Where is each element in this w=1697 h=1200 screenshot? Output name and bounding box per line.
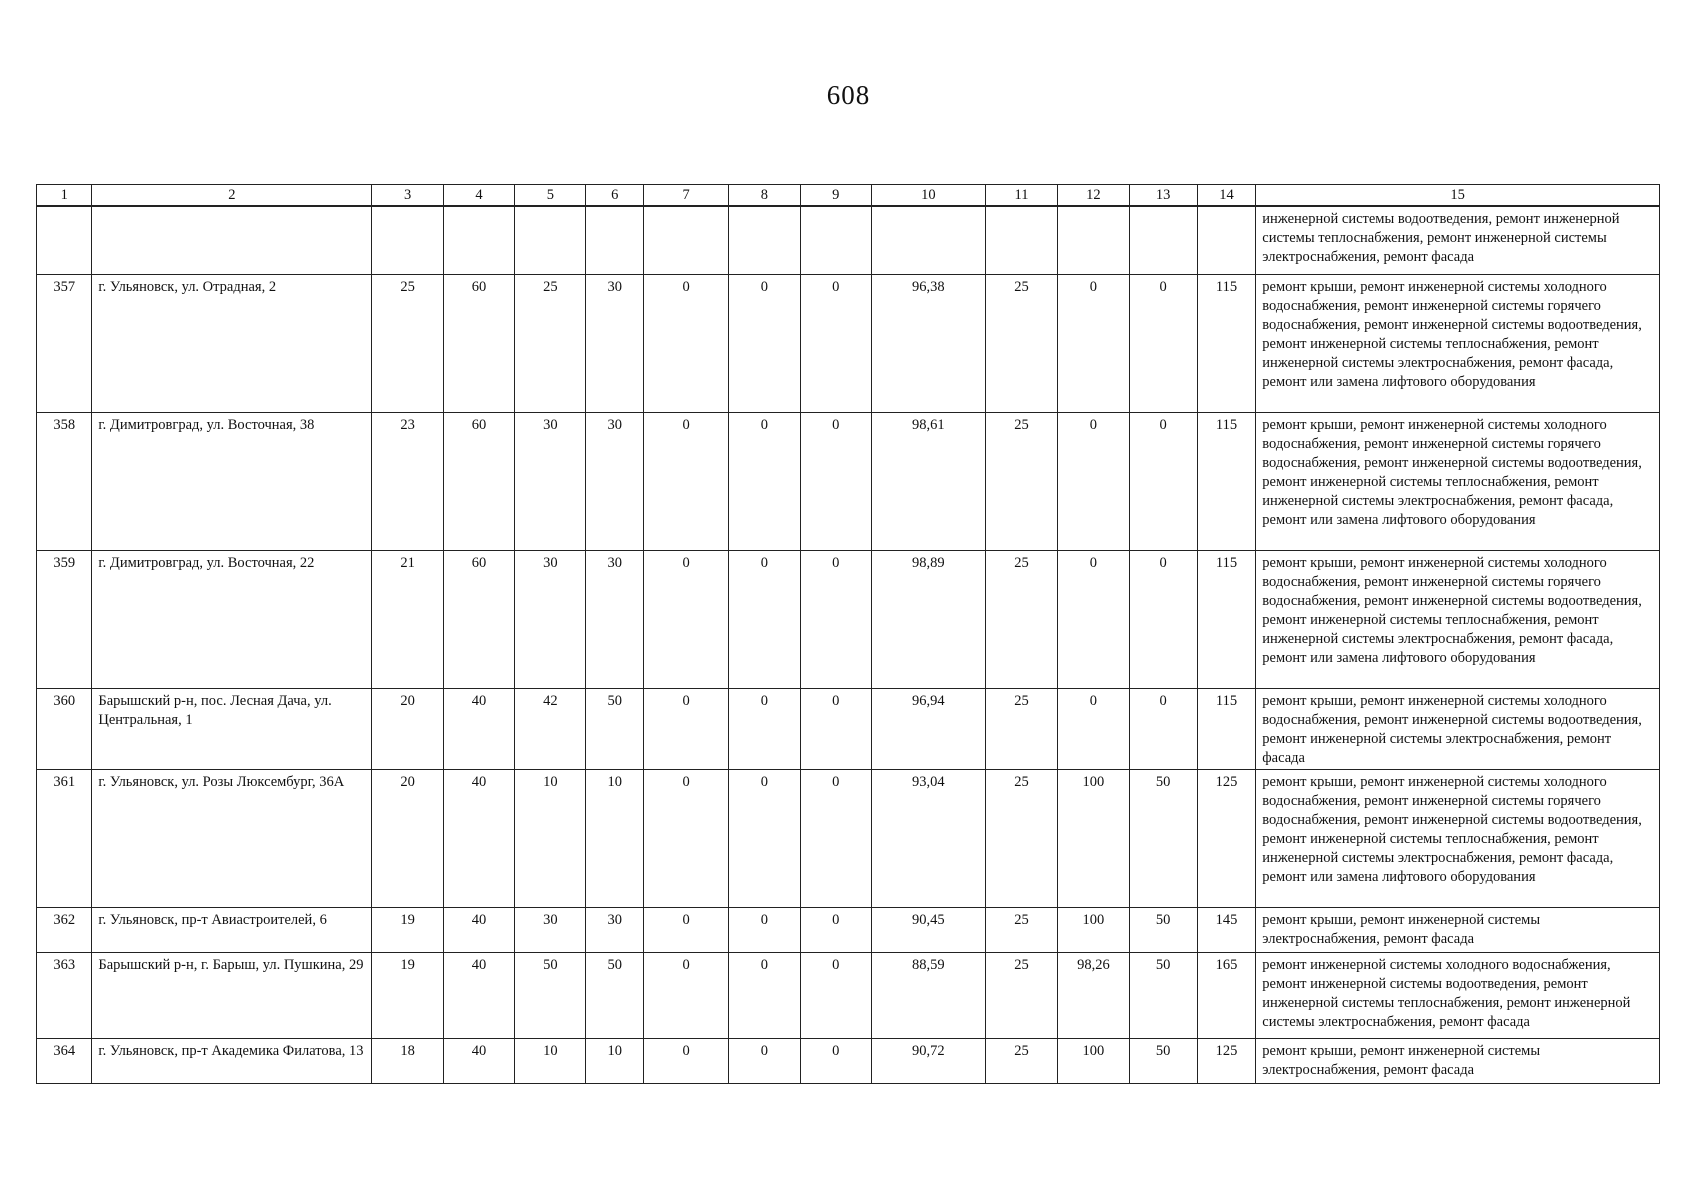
cell-col-13: 50 (1129, 769, 1197, 907)
row-number-cell (37, 206, 92, 274)
cell-col-10: 96,38 (871, 274, 985, 412)
cell-col-14: 115 (1197, 274, 1256, 412)
column-number-row (37, 185, 1660, 207)
cell-col-10: 90,45 (871, 907, 985, 952)
cell-col-13: 0 (1129, 688, 1197, 769)
cell-col-13: 0 (1129, 274, 1197, 412)
cell-col-4: 40 (443, 1038, 514, 1083)
cell-col-3: 21 (372, 550, 443, 688)
cell-col-9: 0 (800, 274, 871, 412)
cell-col-6: 30 (586, 412, 644, 550)
cell-col-4: 60 (443, 274, 514, 412)
cell-col-6: 10 (586, 769, 644, 907)
cell-col-4: 60 (443, 550, 514, 688)
table-header (37, 185, 1660, 207)
cell-col-3: 20 (372, 688, 443, 769)
column-header-6: 6 (586, 185, 644, 207)
row-number-cell: 363 (37, 952, 92, 1038)
cell-col-6: 50 (586, 952, 644, 1038)
cell-col-13: 50 (1129, 907, 1197, 952)
cell-col-10 (871, 206, 985, 274)
cell-col-4: 60 (443, 412, 514, 550)
address-cell: г. Ульяновск, ул. Отрадная, 2 (92, 274, 372, 412)
table-row (37, 550, 1660, 688)
cell-col-3: 20 (372, 769, 443, 907)
address-cell: г. Ульяновск, пр-т Академика Филатова, 13 (92, 1038, 372, 1083)
cell-col-7: 0 (643, 952, 728, 1038)
cell-col-3: 18 (372, 1038, 443, 1083)
cell-col-8: 0 (729, 688, 800, 769)
cell-col-12: 100 (1058, 907, 1129, 952)
cell-col-8 (729, 206, 800, 274)
cell-col-5: 25 (515, 274, 586, 412)
column-header-15: 15 (1256, 185, 1660, 207)
cell-col-7: 0 (643, 688, 728, 769)
row-number-cell: 360 (37, 688, 92, 769)
cell-col-12: 98,26 (1058, 952, 1129, 1038)
table-row (37, 206, 1660, 274)
cell-col-9: 0 (800, 952, 871, 1038)
column-header-11: 11 (985, 185, 1057, 207)
address-cell: Барышский р-н, пос. Лесная Дача, ул. Центральная, 1 (92, 688, 372, 769)
repair-works-cell: инженерной системы водоотведения, ремонт инженерной системы теплоснабжения, ремонт инженерной системы электроснабжения, ремонт фасада (1256, 206, 1660, 274)
cell-col-9: 0 (800, 769, 871, 907)
cell-col-8: 0 (729, 769, 800, 907)
cell-col-14: 125 (1197, 769, 1256, 907)
table-row (37, 1038, 1660, 1083)
cell-col-14: 115 (1197, 688, 1256, 769)
cell-col-12: 0 (1058, 688, 1129, 769)
cell-col-11: 25 (985, 952, 1057, 1038)
row-number-cell: 359 (37, 550, 92, 688)
repair-works-cell: ремонт крыши, ремонт инженерной системы холодного водоснабжения, ремонт инженерной системы водоотведения, ремонт инженерной системы электроснабжения, ремонт фасада (1256, 688, 1660, 769)
cell-col-4 (443, 206, 514, 274)
repair-works-cell: ремонт крыши, ремонт инженерной системы холодного водоснабжения, ремонт инженерной системы горячего водоснабжения, ремонт инженерной системы водоотведения, ремонт инженерной системы теплоснабжения, ремонт инженерной системы электроснабжения, ремонт фасада, ремонт или замена лифтового оборудования (1256, 274, 1660, 412)
cell-col-9: 0 (800, 688, 871, 769)
cell-col-14 (1197, 206, 1256, 274)
cell-col-9 (800, 206, 871, 274)
cell-col-7: 0 (643, 769, 728, 907)
table-row (37, 412, 1660, 550)
cell-col-13 (1129, 206, 1197, 274)
row-number-cell: 357 (37, 274, 92, 412)
cell-col-12 (1058, 206, 1129, 274)
cell-col-11: 25 (985, 550, 1057, 688)
cell-col-5: 10 (515, 769, 586, 907)
cell-col-9: 0 (800, 550, 871, 688)
cell-col-9: 0 (800, 412, 871, 550)
registry-table (36, 184, 1660, 1084)
column-header-9: 9 (800, 185, 871, 207)
cell-col-5 (515, 206, 586, 274)
cell-col-9: 0 (800, 907, 871, 952)
cell-col-11: 25 (985, 688, 1057, 769)
cell-col-3: 19 (372, 952, 443, 1038)
cell-col-4: 40 (443, 907, 514, 952)
cell-col-4: 40 (443, 688, 514, 769)
cell-col-6: 10 (586, 1038, 644, 1083)
column-header-4: 4 (443, 185, 514, 207)
cell-col-6: 50 (586, 688, 644, 769)
cell-col-7: 0 (643, 274, 728, 412)
repair-works-cell: ремонт инженерной системы холодного водоснабжения, ремонт инженерной системы водоотведения, ремонт инженерной системы теплоснабжения, ремонт инженерной системы электроснабжения, ремонт фасада (1256, 952, 1660, 1038)
cell-col-14: 115 (1197, 550, 1256, 688)
repair-works-cell: ремонт крыши, ремонт инженерной системы холодного водоснабжения, ремонт инженерной системы горячего водоснабжения, ремонт инженерной системы водоотведения, ремонт инженерной системы теплоснабжения, ремонт инженерной системы электроснабжения, ремонт фасада, ремонт или замена лифтового оборудования (1256, 412, 1660, 550)
address-cell: г. Ульяновск, ул. Розы Люксембург, 36А (92, 769, 372, 907)
table-row (37, 907, 1660, 952)
repair-works-cell: ремонт крыши, ремонт инженерной системы электроснабжения, ремонт фасада (1256, 907, 1660, 952)
cell-col-11: 25 (985, 412, 1057, 550)
cell-col-8: 0 (729, 952, 800, 1038)
address-cell (92, 206, 372, 274)
table-row (37, 769, 1660, 907)
table-row (37, 952, 1660, 1038)
cell-col-11: 25 (985, 1038, 1057, 1083)
cell-col-10: 96,94 (871, 688, 985, 769)
cell-col-7 (643, 206, 728, 274)
repair-works-cell: ремонт крыши, ремонт инженерной системы холодного водоснабжения, ремонт инженерной системы горячего водоснабжения, ремонт инженерной системы водоотведения, ремонт инженерной системы теплоснабжения, ремонт инженерной системы электроснабжения, ремонт фасада, ремонт или замена лифтового оборудования (1256, 550, 1660, 688)
table-row (37, 274, 1660, 412)
cell-col-7: 0 (643, 550, 728, 688)
column-header-7: 7 (643, 185, 728, 207)
cell-col-9: 0 (800, 1038, 871, 1083)
cell-col-11: 25 (985, 769, 1057, 907)
column-header-12: 12 (1058, 185, 1129, 207)
column-header-3: 3 (372, 185, 443, 207)
cell-col-14: 165 (1197, 952, 1256, 1038)
cell-col-7: 0 (643, 412, 728, 550)
cell-col-10: 90,72 (871, 1038, 985, 1083)
address-cell: г. Димитровград, ул. Восточная, 22 (92, 550, 372, 688)
cell-col-10: 98,89 (871, 550, 985, 688)
cell-col-7: 0 (643, 1038, 728, 1083)
repair-works-cell: ремонт крыши, ремонт инженерной системы электроснабжения, ремонт фасада (1256, 1038, 1660, 1083)
row-number-cell: 361 (37, 769, 92, 907)
cell-col-6 (586, 206, 644, 274)
row-number-cell: 358 (37, 412, 92, 550)
cell-col-10: 88,59 (871, 952, 985, 1038)
cell-col-5: 10 (515, 1038, 586, 1083)
repair-works-cell: ремонт крыши, ремонт инженерной системы холодного водоснабжения, ремонт инженерной системы горячего водоснабжения, ремонт инженерной системы водоотведения, ремонт инженерной системы теплоснабжения, ремонт инженерной системы электроснабжения, ремонт фасада, ремонт или замена лифтового оборудования (1256, 769, 1660, 907)
cell-col-12: 100 (1058, 1038, 1129, 1083)
cell-col-3: 23 (372, 412, 443, 550)
cell-col-8: 0 (729, 550, 800, 688)
cell-col-6: 30 (586, 550, 644, 688)
column-header-2: 2 (92, 185, 372, 207)
cell-col-11: 25 (985, 907, 1057, 952)
cell-col-5: 30 (515, 907, 586, 952)
cell-col-7: 0 (643, 907, 728, 952)
cell-col-3: 19 (372, 907, 443, 952)
cell-col-5: 30 (515, 550, 586, 688)
cell-col-10: 98,61 (871, 412, 985, 550)
table-body (37, 206, 1660, 1083)
page-number: 608 (826, 80, 871, 110)
column-header-14: 14 (1197, 185, 1256, 207)
cell-col-3 (372, 206, 443, 274)
cell-col-4: 40 (443, 769, 514, 907)
cell-col-12: 100 (1058, 769, 1129, 907)
cell-col-8: 0 (729, 1038, 800, 1083)
cell-col-12: 0 (1058, 550, 1129, 688)
row-number-cell: 364 (37, 1038, 92, 1083)
cell-col-14: 125 (1197, 1038, 1256, 1083)
cell-col-5: 42 (515, 688, 586, 769)
address-cell: Барышский р-н, г. Барыш, ул. Пушкина, 29 (92, 952, 372, 1038)
cell-col-8: 0 (729, 907, 800, 952)
cell-col-8: 0 (729, 412, 800, 550)
table-row (37, 688, 1660, 769)
column-header-13: 13 (1129, 185, 1197, 207)
cell-col-8: 0 (729, 274, 800, 412)
column-header-8: 8 (729, 185, 800, 207)
cell-col-14: 115 (1197, 412, 1256, 550)
row-number-cell: 362 (37, 907, 92, 952)
cell-col-6: 30 (586, 274, 644, 412)
cell-col-13: 0 (1129, 412, 1197, 550)
cell-col-14: 145 (1197, 907, 1256, 952)
cell-col-10: 93,04 (871, 769, 985, 907)
cell-col-3: 25 (372, 274, 443, 412)
cell-col-4: 40 (443, 952, 514, 1038)
cell-col-11: 25 (985, 274, 1057, 412)
address-cell: г. Димитровград, ул. Восточная, 38 (92, 412, 372, 550)
cell-col-13: 50 (1129, 952, 1197, 1038)
cell-col-5: 50 (515, 952, 586, 1038)
cell-col-12: 0 (1058, 274, 1129, 412)
column-header-5: 5 (515, 185, 586, 207)
cell-col-11 (985, 206, 1057, 274)
cell-col-13: 50 (1129, 1038, 1197, 1083)
cell-col-12: 0 (1058, 412, 1129, 550)
cell-col-6: 30 (586, 907, 644, 952)
address-cell: г. Ульяновск, пр-т Авиастроителей, 6 (92, 907, 372, 952)
column-header-1: 1 (37, 185, 92, 207)
cell-col-13: 0 (1129, 550, 1197, 688)
cell-col-5: 30 (515, 412, 586, 550)
column-header-10: 10 (871, 185, 985, 207)
